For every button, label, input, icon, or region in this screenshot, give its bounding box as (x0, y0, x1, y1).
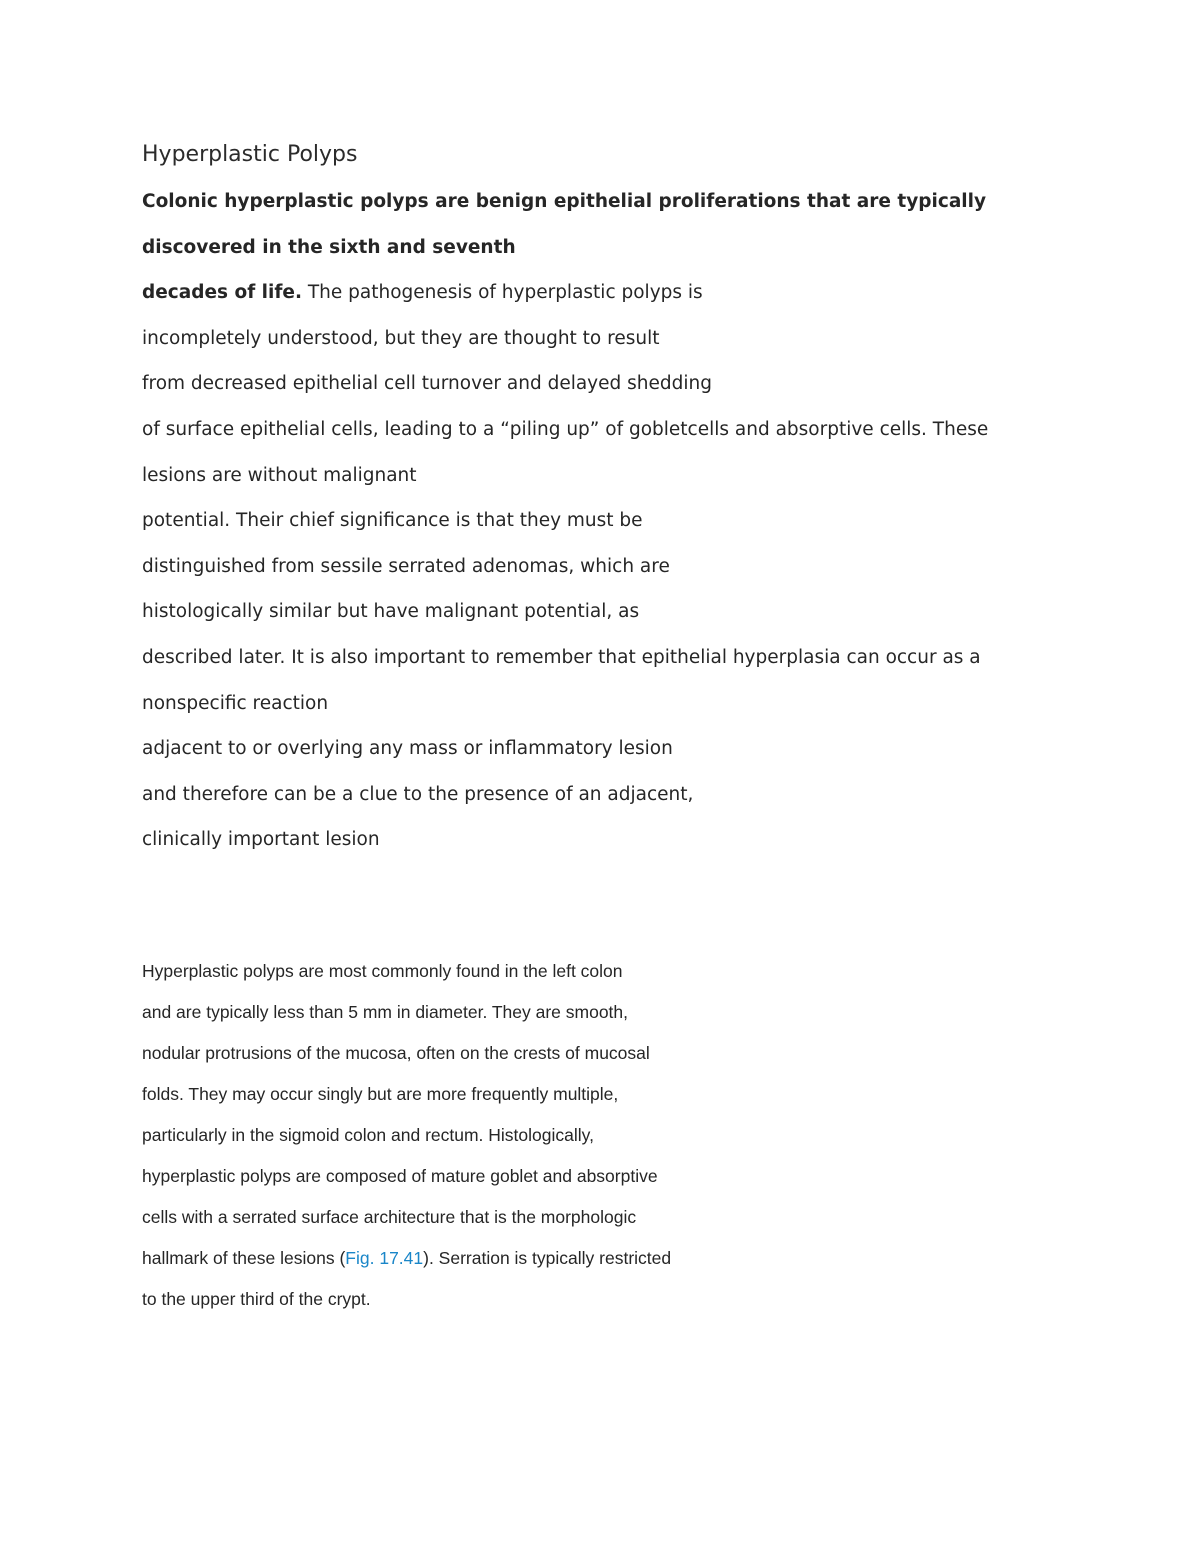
bold-lead-text: decades of life. (142, 282, 302, 304)
paragraph-line: cells with a serrated surface architecture that is the morphologic (142, 1207, 637, 1227)
paragraph-line: distinguished from sessile serrated adenomas, which are (142, 555, 670, 577)
paragraph-line: and therefore can be a clue to the presence of an adjacent, (142, 783, 694, 805)
paragraph-line: particularly in the sigmoid colon and rectum. Histologically, (142, 1125, 594, 1145)
line-text: ). Serration is typically restricted (423, 1248, 672, 1268)
paragraph-line: discovered in the sixth and seventh (142, 236, 516, 258)
paragraph-morphology (142, 958, 1042, 1327)
paragraph-line: adjacent to or overlying any mass or inflammatory lesion (142, 738, 673, 760)
paragraph-line: nodular protrusions of the mucosa, often on the crests of mucosal (142, 1043, 650, 1063)
paragraph-line: clinically important lesion (142, 829, 380, 851)
paragraph-line: of surface epithelial cells, leading to a “piling up” of gobletcells and absorptive cells. These (142, 418, 989, 440)
paragraph-line: nonspecific reaction (142, 692, 329, 714)
paragraph-line: and are typically less than 5 mm in diameter. They are smooth, (142, 1002, 629, 1022)
paragraph-line: Hyperplastic polyps are most commonly found in the left colon (142, 961, 623, 981)
paragraph-line: hyperplastic polyps are composed of mature goblet and absorptive (142, 1166, 658, 1186)
figure-link[interactable]: Fig. 17.41 (345, 1248, 424, 1268)
paragraph-line: lesions are without malignant (142, 464, 417, 486)
paragraph-line (142, 1245, 1042, 1286)
line-text: hallmark of these lesions ( (142, 1248, 346, 1268)
document-heading: Hyperplastic Polyps (142, 142, 358, 167)
paragraph-line: described later. It is also important to remember that epithelial hyperplasia can occur as a (142, 646, 981, 668)
paragraph-pathogenesis (142, 188, 1142, 872)
paragraph-line: Colonic hyperplastic polyps are benign epithelial proliferations that are typically (142, 191, 987, 212)
paragraph-line: incompletely understood, but they are thought to result (142, 327, 660, 349)
paragraph-line: histologically similar but have malignant potential, as (142, 601, 640, 623)
paragraph-line: folds. They may occur singly but are more frequently multiple, (142, 1084, 619, 1104)
paragraph-line: to the upper third of the crypt. (142, 1289, 371, 1309)
line-text: The pathogenesis of hyperplastic polyps is (302, 282, 703, 304)
paragraph-line: potential. Their chief significance is that they must be (142, 510, 643, 532)
paragraph-line (142, 279, 1142, 325)
paragraph-line: from decreased epithelial cell turnover and delayed shedding (142, 373, 712, 395)
